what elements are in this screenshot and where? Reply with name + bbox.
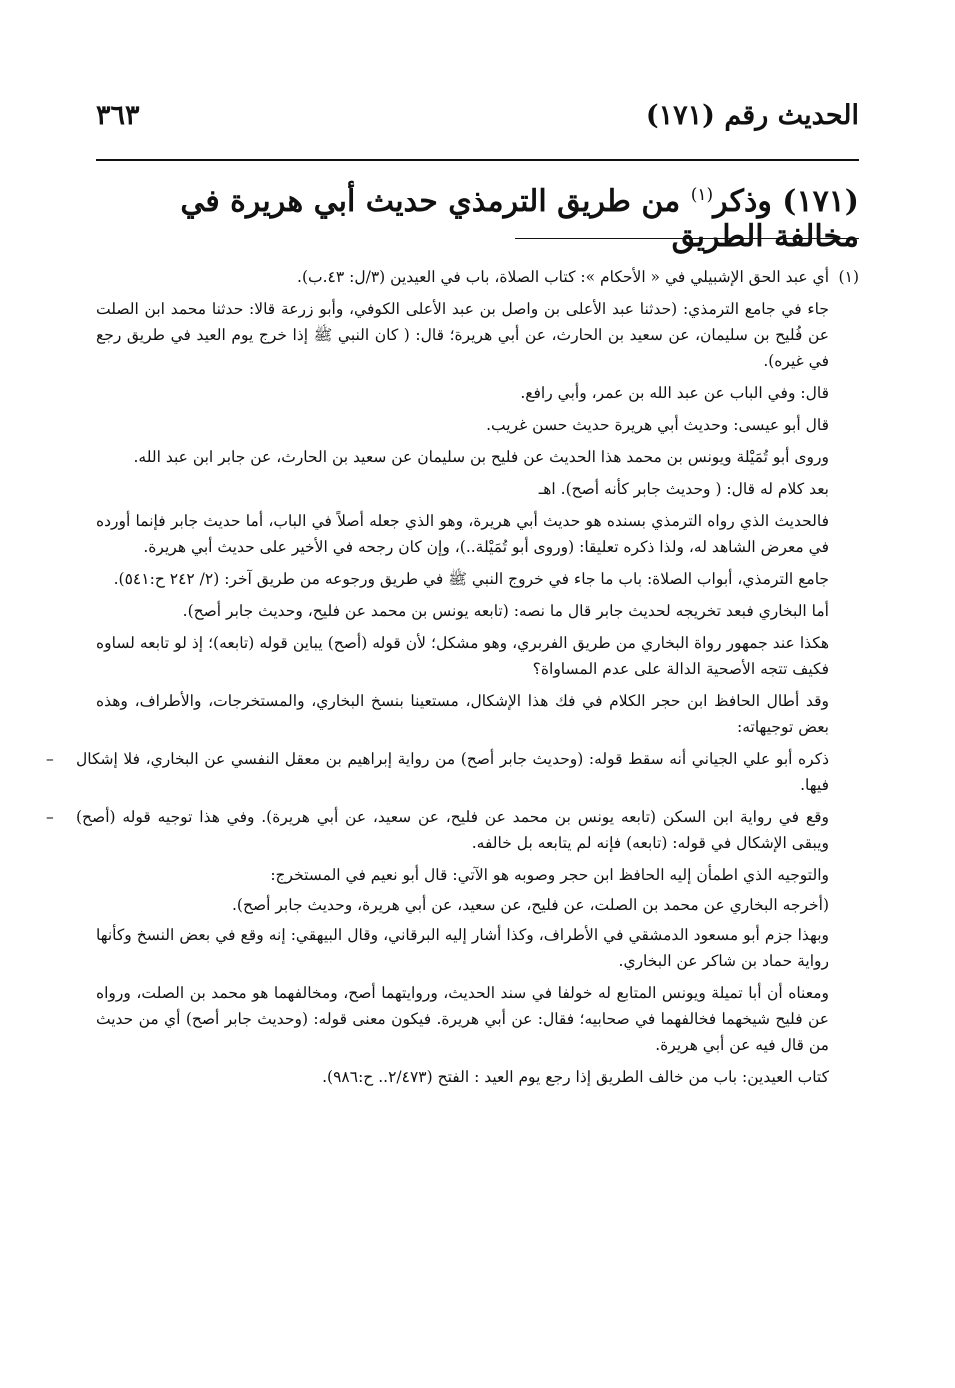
footnote-separator-rule	[515, 238, 859, 239]
footnote-reference: (١)	[690, 185, 714, 205]
footnote-paragraph: ومعناه أن أبا تميلة ويونس المتابع له خولفا في سند الحديث، وروايتهما أصح، ومخالفهما هو محمد بن الصلت، ورواه عن فليح شيخهما فخالفهما في صحابيه؛ فقال: عن أبي هريرة. فيكون معنى قوله: (وحديث جابر أصح) أي من حديث من قال فيه عن أبي هريرة.	[96, 984, 829, 1054]
footnote-paragraph: وبهذا جزم أبو مسعود الدمشقي في الأطراف، وكذا أشار إليه البرقاني، وقال البيهقي: إنه وقع في بعض النسخ وكأنها رواية حماد بن شاكر عن البخاري.	[96, 926, 829, 970]
footnote-paragraph: قال أبو عيسى: وحديث أبي هريرة حديث حسن غريب.	[486, 416, 829, 434]
footnote-number: (١)	[838, 268, 859, 286]
footnote-paragraph: كتاب العيدين: باب من خالف الطريق إذا رجع يوم العيد : الفتح (٢/٤٧٣.. ح:٩٨٦).	[322, 1068, 829, 1086]
footnote-paragraph: أما البخاري فبعد تخريجه لحديث جابر قال ما نصه: (تابعه يونس بن محمد عن فليح، وحديث جابر أصح).	[182, 602, 829, 620]
footnote-paragraph: فالحديث الذي رواه الترمذي بسنده هو حديث أبي هريرة، وهو الذي جعله أصلاً في الباب، أما حديث جابر فإنما أورده في معرض الشاهد له، ولذا ذكره تعليقا: (وروى أبو تُمَيْلة..)، وإن كان رجحه في الأخير على حديث أبي هريرة.	[96, 512, 829, 556]
footnote-paragraph: وقد أطال الحافظ ابن حجر الكلام في فك هذا الإشكال، مستعينا بنسخ البخاري، والمستخرجات، والأطراف، وهذه بعض توجيهاته:	[96, 692, 829, 736]
bullet-dash: –	[46, 808, 54, 826]
hadith-heading	[90, 184, 859, 254]
footnote-paragraph: هكذا عند جمهور رواة البخاري من طريق الفربري، وهو مشكل؛ لأن قوله (أصح) يباين قوله (تابعه)؛ إذ لو تابعه لساوه فكيف تتجه الأصحية الدالة على عدم المساواة؟	[96, 634, 829, 678]
footnote-paragraph: جامع الترمذي، أبواب الصلاة: باب ما جاء في خروج النبي ﷺ في طريق ورجوعه من طريق آخر: (٢/ ٢٤٢ ح:٥٤١).	[113, 570, 829, 588]
bullet-dash: –	[46, 750, 54, 768]
bullet-text: وقع في رواية ابن السكن (تابعه يونس بن محمد عن فليح، عن سعيد، عن أبي هريرة). وفي هذا توجيه قوله (أصح) ويبقى الإشكال في قوله: (تابعه) فإنه لم يتابعه بل خالفه.	[76, 808, 829, 852]
heading-text-start: (١٧١) وذكر	[713, 184, 859, 219]
footnote-first-line	[96, 264, 859, 290]
bullet-item	[46, 804, 859, 856]
footnote-paragraph: بعد كلام له قال: ( وحديث جابر كأنه أصح). اهـ	[538, 480, 829, 498]
running-header	[96, 100, 859, 131]
footnote-paragraph: جاء في جامع الترمذي: (حدثنا عبد الأعلى بن واصل بن عبد الأعلى الكوفي، وأبو زرعة قالا: حدثنا محمد ابن الصلت عن فُليح بن سليمان، عن سعيد بن الحارث، عن أبي هريرة؛ قال: ( كان النبي ﷺ إذا خرج يوم العيد في طريق رجع في غيره).	[96, 300, 829, 370]
footnote-paragraph: قال: وفي الباب عن عبد الله بن عمر، وأبي رافع.	[520, 384, 829, 402]
footnote-paragraph: (أخرجه البخاري عن محمد بن الصلت، عن فليح، عن سعيد، عن أبي هريرة، وحديث جابر أصح).	[232, 896, 829, 914]
header-rule	[96, 159, 859, 161]
footnote-source-line: أي عبد الحق الإشبيلي في « الأحكام »: كتاب الصلاة، باب في العيدين (٣/ل: ٤٣.ب).	[297, 268, 829, 286]
running-title: الحديث رقم (١٧١)	[645, 100, 859, 131]
footnote-paragraph: والتوجيه الذي اطمأن إليه الحافظ ابن حجر وصوبه هو الآتي: قال أبو نعيم في المستخرج:	[270, 866, 829, 884]
bullet-item	[46, 746, 859, 798]
heading-text-end: من طريق الترمذي حديث أبي هريرة في مخالفة الطريق	[180, 184, 859, 254]
bullet-text: ذكره أبو علي الجياني أنه سقط قوله: (وحديث جابر أصح) من رواية إبراهيم بن معقل النفسي عن البخاري، فلا إشكال فيها.	[76, 750, 829, 794]
footnotes-section	[46, 264, 859, 1096]
page-number: ٣٦٣	[96, 100, 140, 131]
footnote-paragraph: وروى أبو تُمَيْلة ويونس بن محمد هذا الحديث عن فليح بن سليمان عن سعيد بن الحارث، عن جابر ابن عبد الله.	[133, 448, 829, 466]
